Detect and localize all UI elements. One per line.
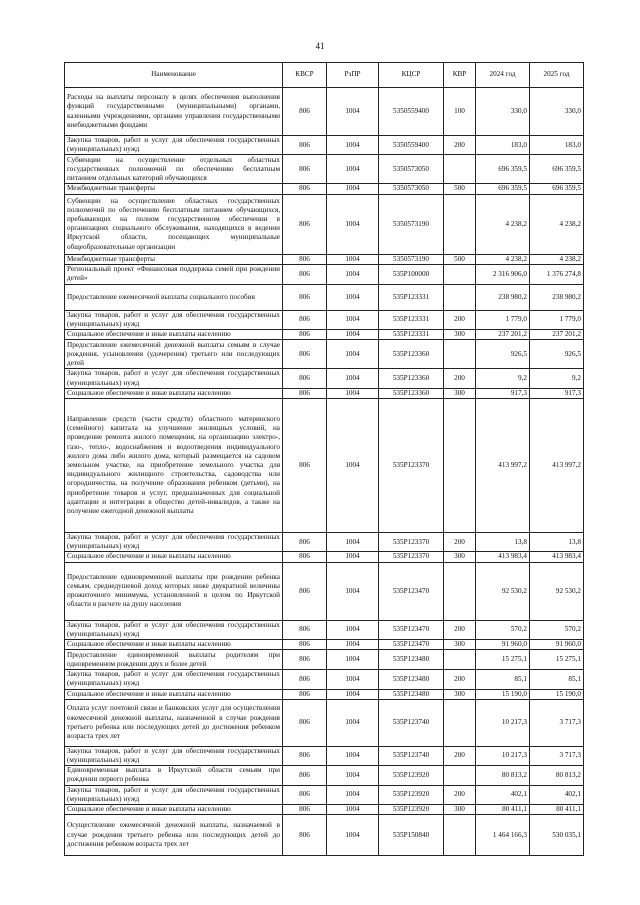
- cell-2024: 1 779,0: [476, 310, 530, 329]
- cell-2024: 85,1: [476, 670, 530, 689]
- cell-2024: 4 238,2: [476, 194, 530, 254]
- cell-2025: 926,5: [530, 340, 584, 369]
- cell-2024: 13,8: [476, 533, 530, 552]
- cell-kcsr: 535P123920: [379, 805, 444, 815]
- table-row: [65, 815, 584, 856]
- table-row: [65, 194, 584, 254]
- cell-name: Закупка товаров, работ и услуг для обеспечения государственных (муниципальных) нужд: [65, 533, 283, 552]
- cell-kcsr: 535P150840: [379, 815, 444, 856]
- cell-rzpr: 1004: [327, 254, 379, 264]
- cell-kcsr: 535P123920: [379, 766, 444, 785]
- cell-kvr: 200: [444, 136, 476, 155]
- cell-2024: 696 359,5: [476, 184, 530, 194]
- cell-2025: 183,0: [530, 136, 584, 155]
- cell-kcsr: 535P123360: [379, 388, 444, 398]
- cell-2024: 696 359,5: [476, 155, 530, 184]
- cell-name: Предоставление единовременной выплаты при рождении ребенка семьям, среднедушевой доход которых ниже двукратной величины прожиточного минимума, установленной в целом по Иркутской области в расчете на душу населения: [65, 562, 283, 620]
- cell-name: Расходы на выплаты персоналу в целях обеспечения выполнения функций государственными (муниципальными) органами, казенными учреждениями, органами управления государственными внебюджетными фондами: [65, 88, 283, 136]
- table-row: [65, 88, 584, 136]
- table-row: [65, 310, 584, 329]
- cell-rzpr: 1004: [327, 533, 379, 552]
- cell-kvsr: 806: [283, 184, 327, 194]
- cell-rzpr: 1004: [327, 785, 379, 804]
- cell-2025: 80 411,1: [530, 805, 584, 815]
- cell-rzpr: 1004: [327, 340, 379, 369]
- table-row: [65, 650, 584, 670]
- cell-kvr: [444, 699, 476, 746]
- cell-name: Социальное обеспечение и иные выплаты населению: [65, 640, 283, 650]
- cell-2025: 530 035,1: [530, 815, 584, 856]
- cell-name: Субвенции на осуществление областных государственных полномочий по обеспечению бесплатным питанием обучающихся, пребывающих на полном государственном обеспечении в организациях социального обслуживания, находящихся в ведении Иркутской области, посещающих муниципальные общеобразовательные организации: [65, 194, 283, 254]
- cell-name: Региональный проект «Финансовая поддержка семей при рождении детей»: [65, 264, 283, 284]
- cell-name: Закупка товаров, работ и услуг для обеспечения государственных (муниципальных) нужд: [65, 369, 283, 388]
- cell-kvr: [444, 766, 476, 785]
- cell-2025: 696 359,5: [530, 184, 584, 194]
- cell-name: Закупка товаров, работ и услуг для обеспечения государственных (муниципальных) нужд: [65, 136, 283, 155]
- cell-2025: 13,8: [530, 533, 584, 552]
- cell-kvr: [444, 264, 476, 284]
- cell-2024: 91 960,0: [476, 640, 530, 650]
- cell-kcsr: 535P100000: [379, 264, 444, 284]
- cell-kcsr: 535P123370: [379, 399, 444, 533]
- cell-rzpr: 1004: [327, 699, 379, 746]
- cell-2024: 183,0: [476, 136, 530, 155]
- cell-kvsr: 806: [283, 552, 327, 562]
- cell-2024: 4 238,2: [476, 254, 530, 264]
- cell-kvr: 200: [444, 310, 476, 329]
- cell-kcsr: 535P123470: [379, 562, 444, 620]
- cell-kcsr: 535P123370: [379, 552, 444, 562]
- table-row: [65, 689, 584, 699]
- cell-kvsr: 806: [283, 650, 327, 670]
- cell-kcsr: 535P123480: [379, 650, 444, 670]
- cell-2025: 570,2: [530, 620, 584, 639]
- cell-2024: 238 980,2: [476, 284, 530, 310]
- cell-rzpr: 1004: [327, 388, 379, 398]
- cell-2024: 570,2: [476, 620, 530, 639]
- cell-2024: 15 190,0: [476, 689, 530, 699]
- cell-kvsr: 806: [283, 284, 327, 310]
- table-row: [65, 155, 584, 184]
- cell-2024: 15 275,1: [476, 650, 530, 670]
- cell-2024: 9,2: [476, 369, 530, 388]
- cell-kcsr: 535P123360: [379, 340, 444, 369]
- cell-name: Закупка товаров, работ и услуг для обеспечения государственных (муниципальных) нужд: [65, 310, 283, 329]
- cell-2025: 92 530,2: [530, 562, 584, 620]
- cell-kvsr: 806: [283, 785, 327, 804]
- cell-kvsr: 806: [283, 620, 327, 639]
- cell-kcsr: 535P123740: [379, 699, 444, 746]
- cell-kvsr: 806: [283, 194, 327, 254]
- cell-kcsr: 535P123920: [379, 785, 444, 804]
- table-row: [65, 785, 584, 804]
- cell-2025: 15 190,0: [530, 689, 584, 699]
- cell-name: Межбюджетные трансферты: [65, 254, 283, 264]
- cell-kcsr: 5350573190: [379, 194, 444, 254]
- cell-kcsr: 535P123360: [379, 369, 444, 388]
- cell-2024: 2 316 906,0: [476, 264, 530, 284]
- cell-2024: 926,5: [476, 340, 530, 369]
- cell-2025: 3 717,3: [530, 699, 584, 746]
- cell-kvr: [444, 650, 476, 670]
- cell-kcsr: 5350573190: [379, 254, 444, 264]
- cell-kvr: 300: [444, 552, 476, 562]
- cell-name: Закупка товаров, работ и услуг для обеспечения государственных (муниципальных) нужд: [65, 670, 283, 689]
- cell-kvsr: 806: [283, 88, 327, 136]
- cell-rzpr: 1004: [327, 330, 379, 340]
- table-row: [65, 805, 584, 815]
- cell-name: Социальное обеспечение и иные выплаты населению: [65, 552, 283, 562]
- cell-2024: 413 983,4: [476, 552, 530, 562]
- cell-2025: 9,2: [530, 369, 584, 388]
- cell-name: Закупка товаров, работ и услуг для обеспечения государственных (муниципальных) нужд: [65, 746, 283, 765]
- cell-rzpr: 1004: [327, 284, 379, 310]
- cell-kvsr: 806: [283, 264, 327, 284]
- cell-kvr: 300: [444, 640, 476, 650]
- table-row: [65, 746, 584, 765]
- cell-kvr: 200: [444, 369, 476, 388]
- cell-2025: 15 275,1: [530, 650, 584, 670]
- cell-kvsr: 806: [283, 155, 327, 184]
- cell-name: Социальное обеспечение и иные выплаты населению: [65, 689, 283, 699]
- header-kvr: КВР: [444, 63, 476, 88]
- cell-kvr: 200: [444, 670, 476, 689]
- cell-kcsr: 535P123370: [379, 533, 444, 552]
- cell-kvr: 200: [444, 533, 476, 552]
- cell-kvr: 300: [444, 689, 476, 699]
- cell-name: Единовременная выплата в Иркутской области семьям при рождении первого ребенка: [65, 766, 283, 785]
- cell-kcsr: 5350559400: [379, 88, 444, 136]
- cell-kvr: [444, 399, 476, 533]
- header-name: Наименование: [65, 63, 283, 88]
- cell-kvsr: 806: [283, 254, 327, 264]
- cell-rzpr: 1004: [327, 746, 379, 765]
- cell-rzpr: 1004: [327, 264, 379, 284]
- cell-name: Социальное обеспечение и иные выплаты населению: [65, 330, 283, 340]
- cell-kvr: 300: [444, 330, 476, 340]
- cell-kvsr: 806: [283, 640, 327, 650]
- cell-kvsr: 806: [283, 699, 327, 746]
- table-row: [65, 136, 584, 155]
- cell-name: Осуществление ежемесячной денежной выплаты, назначаемой в случае рождения третьего ребенка или последующих детей до достижения ребенком возраста трех лет: [65, 815, 283, 856]
- cell-2025: 237 201,2: [530, 330, 584, 340]
- cell-rzpr: 1004: [327, 155, 379, 184]
- table-row: [65, 388, 584, 398]
- cell-2024: 92 530,2: [476, 562, 530, 620]
- cell-kvsr: 806: [283, 805, 327, 815]
- cell-name: Оплата услуг почтовой связи и банковских услуг для осуществления ежемесячной денежной выплаты, назначенной в случае рождения третьего ребенка или последующих детей до достижения ребенком возраста трех лет: [65, 699, 283, 746]
- cell-rzpr: 1004: [327, 194, 379, 254]
- cell-name: Предоставление ежемесячной выплаты социального пособия: [65, 284, 283, 310]
- table-row: [65, 399, 584, 533]
- cell-2025: 413 997,2: [530, 399, 584, 533]
- cell-2025: 238 980,2: [530, 284, 584, 310]
- header-kvsr: КВСР: [283, 63, 327, 88]
- cell-kvr: 100: [444, 88, 476, 136]
- cell-name: Предоставление ежемесячной денежной выплаты семьям в случае рождения, усыновления (удочерения) третьего или последующих детей: [65, 340, 283, 369]
- table-row: [65, 562, 584, 620]
- cell-2024: 80 411,1: [476, 805, 530, 815]
- cell-2025: 4 238,2: [530, 194, 584, 254]
- cell-name: Закупка товаров, работ и услуг для обеспечения государственных (муниципальных) нужд: [65, 785, 283, 804]
- cell-2024: 10 217,3: [476, 699, 530, 746]
- cell-kcsr: 5350573050: [379, 184, 444, 194]
- cell-rzpr: 1004: [327, 650, 379, 670]
- table-row: [65, 533, 584, 552]
- cell-2024: 1 464 166,3: [476, 815, 530, 856]
- cell-2024: 413 997,2: [476, 399, 530, 533]
- table-row: [65, 184, 584, 194]
- cell-2025: 696 359,5: [530, 155, 584, 184]
- cell-kvsr: 806: [283, 330, 327, 340]
- cell-kvsr: 806: [283, 388, 327, 398]
- cell-kvr: 500: [444, 254, 476, 264]
- cell-2025: 402,1: [530, 785, 584, 804]
- cell-2024: 330,0: [476, 88, 530, 136]
- table-row: [65, 640, 584, 650]
- cell-kcsr: 535P123470: [379, 620, 444, 639]
- table-row: [65, 552, 584, 562]
- table-row: [65, 699, 584, 746]
- cell-kvr: 300: [444, 388, 476, 398]
- cell-rzpr: 1004: [327, 399, 379, 533]
- page-number: 41: [315, 41, 325, 51]
- cell-2025: 1 779,0: [530, 310, 584, 329]
- table-row: [65, 766, 584, 785]
- cell-2025: 1 376 274,8: [530, 264, 584, 284]
- cell-rzpr: 1004: [327, 562, 379, 620]
- cell-kvsr: 806: [283, 340, 327, 369]
- cell-2024: 237 201,2: [476, 330, 530, 340]
- cell-rzpr: 1004: [327, 620, 379, 639]
- cell-kvr: 200: [444, 746, 476, 765]
- cell-kvsr: 806: [283, 815, 327, 856]
- header-rzpr: РзПР: [327, 63, 379, 88]
- cell-name: Социальное обеспечение и иные выплаты населению: [65, 805, 283, 815]
- cell-kcsr: 535P123331: [379, 310, 444, 329]
- cell-2025: 3 717,3: [530, 746, 584, 765]
- cell-2024: 10 217,3: [476, 746, 530, 765]
- cell-kcsr: 535P123740: [379, 746, 444, 765]
- cell-kvr: 500: [444, 184, 476, 194]
- cell-rzpr: 1004: [327, 369, 379, 388]
- cell-kcsr: 535P123480: [379, 670, 444, 689]
- cell-kvr: 300: [444, 805, 476, 815]
- table-header-row: [65, 63, 584, 88]
- cell-rzpr: 1004: [327, 815, 379, 856]
- cell-2024: 917,3: [476, 388, 530, 398]
- table-row: [65, 340, 584, 369]
- cell-kcsr: 535P123480: [379, 689, 444, 699]
- table-row: [65, 330, 584, 340]
- table-row: [65, 670, 584, 689]
- cell-2025: 80 813,2: [530, 766, 584, 785]
- table-row: [65, 264, 584, 284]
- cell-name: Закупка товаров, работ и услуг для обеспечения государственных (муниципальных) нужд: [65, 620, 283, 639]
- cell-kvr: [444, 194, 476, 254]
- header-2025: 2025 год: [530, 63, 584, 88]
- cell-kvsr: 806: [283, 533, 327, 552]
- cell-kvr: [444, 340, 476, 369]
- cell-rzpr: 1004: [327, 689, 379, 699]
- cell-kvr: [444, 815, 476, 856]
- cell-2025: 330,0: [530, 88, 584, 136]
- cell-kcsr: 535P123470: [379, 640, 444, 650]
- cell-kvsr: 806: [283, 766, 327, 785]
- cell-kvsr: 806: [283, 369, 327, 388]
- cell-name: Межбюджетные трансферты: [65, 184, 283, 194]
- cell-kvsr: 806: [283, 746, 327, 765]
- cell-kvsr: 806: [283, 670, 327, 689]
- table-row: [65, 620, 584, 639]
- cell-kvr: [444, 155, 476, 184]
- cell-2024: 80 813,2: [476, 766, 530, 785]
- cell-rzpr: 1004: [327, 766, 379, 785]
- table-row: [65, 254, 584, 264]
- cell-kvsr: 806: [283, 562, 327, 620]
- cell-kvsr: 806: [283, 136, 327, 155]
- cell-name: Субвенции на осуществление отдельных областных государственных полномочий по обеспечению бесплатным питанием отдельных категорий обучающихся: [65, 155, 283, 184]
- cell-name: Направление средств (части средств) областного материнского (семейного) капитала на улучшение жилищных условий, на проведение ремонта жилого помещения, на организацию электро-, газо-, тепло-, водоснабжения и водоотведения индивидуального жилого дома либо жилого дома, который размещается на садовом земельном участке, на приобретение земельного участка для индивидуального жилищного строительства, садоводства или огородничества, на получение образования ребенком (детьми), на приобретение товаров и услуг, предназначенных для социальной адаптации и интеграции в общество детей-инвалидов, а также на получение ежегодной денежной выплаты: [65, 399, 283, 533]
- cell-rzpr: 1004: [327, 805, 379, 815]
- cell-kcsr: 535P123331: [379, 284, 444, 310]
- cell-rzpr: 1004: [327, 640, 379, 650]
- cell-rzpr: 1004: [327, 88, 379, 136]
- cell-kcsr: 5350559400: [379, 136, 444, 155]
- cell-rzpr: 1004: [327, 670, 379, 689]
- cell-rzpr: 1004: [327, 552, 379, 562]
- table-row: [65, 369, 584, 388]
- cell-kvr: [444, 284, 476, 310]
- cell-kvr: 200: [444, 785, 476, 804]
- cell-rzpr: 1004: [327, 136, 379, 155]
- cell-rzpr: 1004: [327, 310, 379, 329]
- cell-kvsr: 806: [283, 399, 327, 533]
- header-2024: 2024 год: [476, 63, 530, 88]
- cell-2024: 402,1: [476, 785, 530, 804]
- cell-2025: 4 238,2: [530, 254, 584, 264]
- header-kcsr: КЦСР: [379, 63, 444, 88]
- cell-kvsr: 806: [283, 310, 327, 329]
- cell-2025: 91 960,0: [530, 640, 584, 650]
- table-body: [65, 88, 584, 856]
- cell-name: Социальное обеспечение и иные выплаты населению: [65, 388, 283, 398]
- cell-kvr: [444, 562, 476, 620]
- table-row: [65, 284, 584, 310]
- cell-kvsr: 806: [283, 689, 327, 699]
- cell-2025: 85,1: [530, 670, 584, 689]
- cell-2025: 917,3: [530, 388, 584, 398]
- cell-kvr: 200: [444, 620, 476, 639]
- cell-kcsr: 535P123331: [379, 330, 444, 340]
- cell-2025: 413 983,4: [530, 552, 584, 562]
- cell-name: Предоставление единовременной выплаты родителям при одновременном рождении двух и более детей: [65, 650, 283, 670]
- cell-rzpr: 1004: [327, 184, 379, 194]
- cell-kcsr: 5350573050: [379, 155, 444, 184]
- budget-table: [64, 62, 584, 856]
